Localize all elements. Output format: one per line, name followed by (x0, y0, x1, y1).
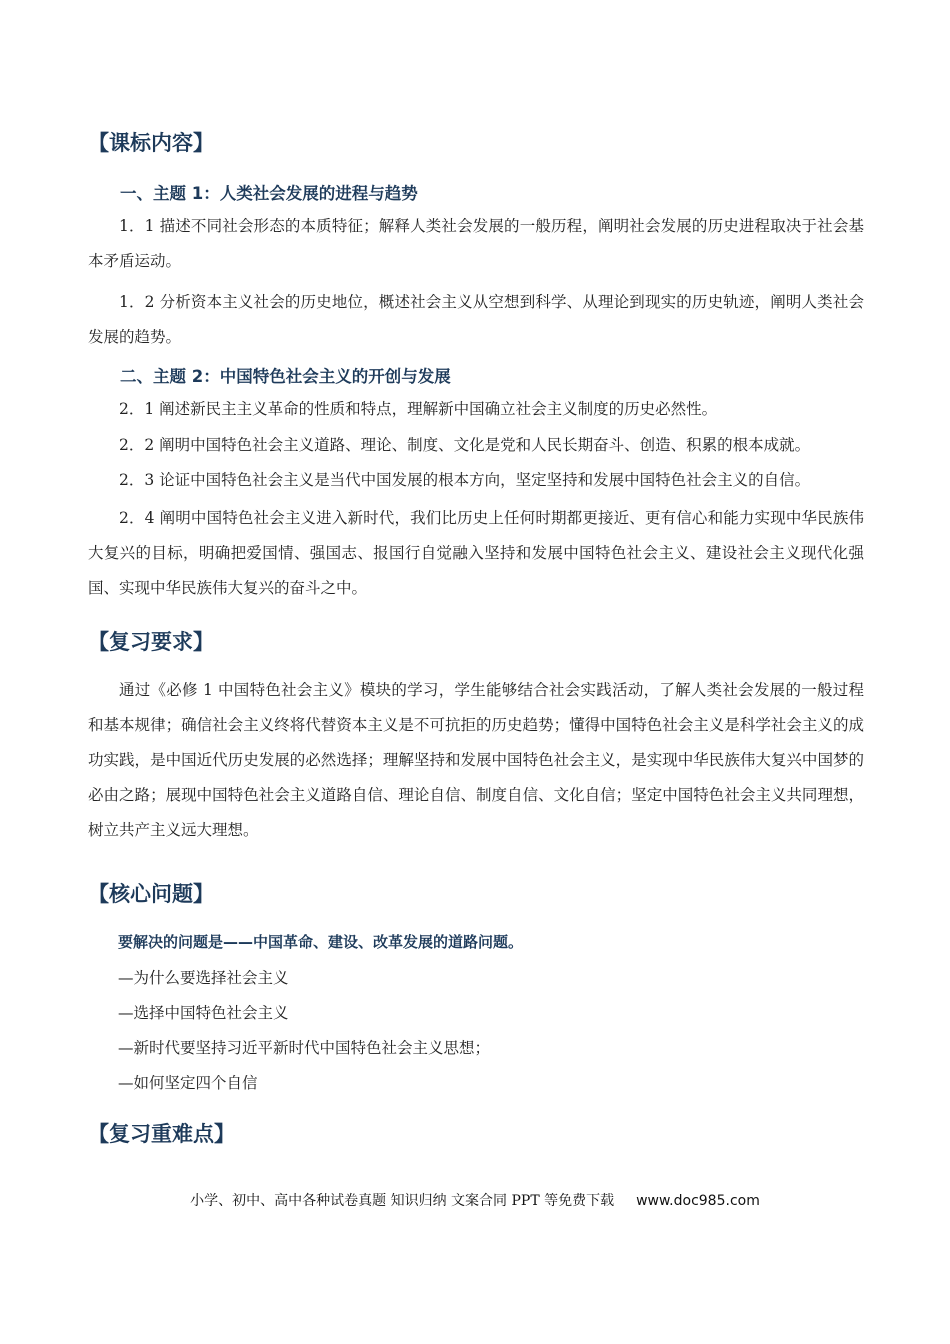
footer-url[interactable]: www.doc985.com (636, 1193, 760, 1209)
core-question-item: —选择中国特色社会主义 (118, 1004, 289, 1022)
section-heading-core-questions: 【核心问题】 (88, 882, 214, 906)
core-question-item: —为什么要选择社会主义 (118, 969, 289, 987)
topic-1-item-2: 1．2 分析资本主义社会的历史地位，概述社会主义从空想到科学、从理论到现实的历史轨迹，阐明人类社会发展的趋势。 (88, 293, 864, 346)
topic-2-item-2: 2．2 阐明中国特色社会主义道路、理论、制度、文化是党和人民长期奋斗、创造、积累的根本成就。 (119, 436, 811, 454)
topic-2-item-1: 2．1 阐述新民主主义革命的性质和特点，理解新中国确立社会主义制度的历史必然性。 (119, 400, 718, 418)
footer-text: 小学、初中、高中各种试卷真题 知识归纳 文案合同 PPT 等免费下载 (190, 1193, 615, 1209)
core-question-item: —如何坚定四个自信 (118, 1074, 258, 1092)
section-heading-key-difficulties: 【复习重难点】 (88, 1122, 235, 1146)
topic-1-title: 一、主题 1：人类社会发展的进程与趋势 (120, 184, 418, 203)
core-question-item: —新时代要坚持习近平新时代中国特色社会主义思想； (118, 1039, 491, 1057)
section-heading-review-requirements: 【复习要求】 (88, 630, 214, 654)
topic-1-item-1: 1．1 描述不同社会形态的本质特征；解释人类社会发展的一般历程，阐明社会发展的历史进程取决于社会基本矛盾运动。 (88, 217, 864, 270)
core-questions-lead: 要解决的问题是——中国革命、建设、改革发展的道路问题。 (118, 933, 524, 951)
topic-2-item-3: 2．3 论证中国特色社会主义是当代中国发展的根本方向，坚定坚持和发展中国特色社会主义的自信。 (119, 471, 811, 489)
page-footer (0, 1190, 950, 1210)
section-heading-curriculum: 【课标内容】 (88, 131, 214, 155)
topic-2-item-4: 2．4 阐明中国特色社会主义进入新时代，我们比历史上任何时期都更接近、更有信心和能力实现中华民族伟大复兴的目标，明确把爱国情、强国志、报国行自觉融入坚持和发展中国特色社会主义、建设社会主义现代化强国、实现中华民族伟大复兴的奋斗之中。 (88, 509, 864, 597)
topic-2-title: 二、主题 2：中国特色社会主义的开创与发展 (120, 367, 451, 386)
review-requirements-text: 通过《必修 1 中国特色社会主义》模块的学习，学生能够结合社会实践活动，了解人类社会发展的一般过程和基本规律；确信社会主义终将代替资本主义是不可抗拒的历史趋势；懂得中国特色社会主义是科学社会主义的成功实践，是中国近代历史发展的必然选择；理解坚持和发展中国特色社会主义，是实现中华民族伟大复兴中国梦的必由之路；展现中国特色社会主义道路自信、理论自信、制度自信、文化自信；坚定中国特色社会主义共同理想，树立共产主义远大理想。 (88, 681, 864, 839)
